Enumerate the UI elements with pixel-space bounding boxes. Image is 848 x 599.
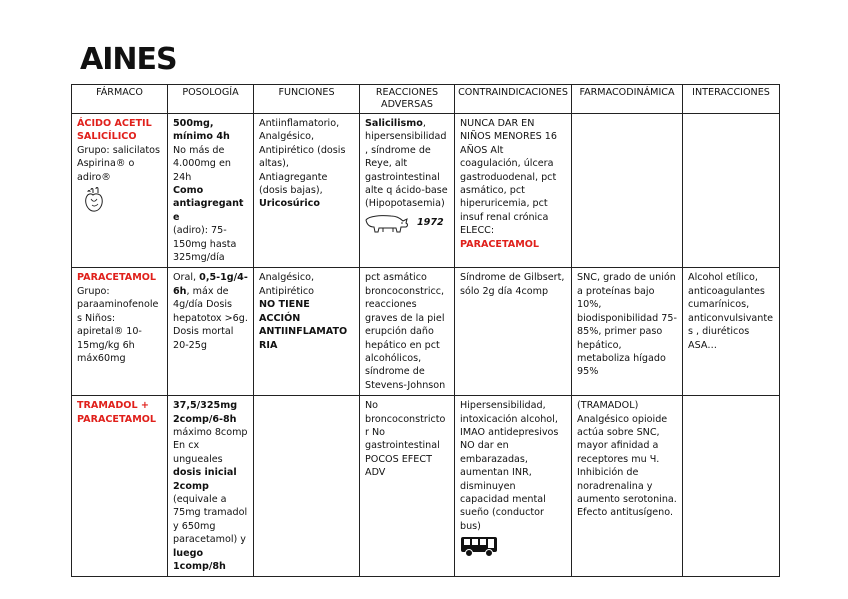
contra-choice: PARACETAMOL [460, 238, 540, 250]
header-funciones: FUNCIONES [254, 85, 360, 114]
dose-max: máximo 8comp En cx ungueales [173, 426, 248, 465]
header-farmacodinamica: FARMACODINÁMICA [572, 85, 683, 114]
table-row [72, 114, 780, 268]
drug-extra: Grupo: paraaminofenoles Niños: apiretal® 10-15mg/kg 6h máx60mg [77, 285, 159, 364]
header-contraindicaciones: CONTRAINDICACIONES [455, 85, 572, 114]
cell-contraindicaciones [455, 396, 572, 577]
cell-interacciones [683, 114, 780, 268]
dose-equivalence: (equivale a 75mg tramadol y 650mg paracetamol) y [173, 493, 248, 546]
dose-followup: luego 1comp/8h [173, 547, 226, 572]
cell-farmaco [72, 268, 168, 396]
functions-text: Antiinflamatorio, Analgésico, Antipirético (dosis altas), Antiagregante (dosis bajas), [259, 118, 346, 197]
drug-name: PARACETAMOL [77, 272, 157, 284]
cell-interacciones: Alcohol etílico, anticoagulantes cumarínicos, anticonvulsivantes , diuréticos ASA… [683, 268, 780, 396]
dose-antiagregante-label: Como antiagregante [173, 185, 244, 223]
contra-text: Hipersensibilidad, intoxicación alcohol, IMAO antidepresivos NO dar en embarazadas, aumentan INR, disminuyen capacidad mental sueño (conductor bus) [460, 400, 559, 532]
cell-farmaco [72, 114, 168, 268]
dose-main: 500mg, mínimo 4h [173, 118, 230, 143]
header-interacciones: INTERACCIONES [683, 85, 780, 114]
dose-initial: dosis inicial 2comp [173, 467, 237, 492]
rhino-icon [363, 212, 411, 234]
cell-contraindicaciones [455, 114, 572, 268]
adverse-bold: Salicilismo [365, 118, 423, 129]
cell-reacciones: No broncoconstrictor No gastrointestinal POCOS EFECT ADV [360, 396, 455, 577]
drug-name: TRAMADOL + PARACETAMOL [77, 400, 157, 425]
cell-reacciones: pct asmático broncoconstricc, reacciones graves de la piel erupción daño hepático en pct alcohólicos, síndrome de Stevens-Johnson [360, 268, 455, 396]
aines-table [71, 84, 780, 577]
table-row [72, 396, 780, 577]
cell-funciones [254, 114, 360, 268]
rhino-row [365, 211, 449, 233]
dose-main: 37,5/325mg 2comp/6-8h [173, 400, 238, 425]
cell-farmaco [72, 396, 168, 577]
cell-posologia [168, 268, 254, 396]
adverse-text: , hipersensibilidad, síndrome de Reye, alt gastrointestinal alte q ácido-base (Hipopotasemia) [365, 118, 448, 210]
dose-route: Oral, [173, 272, 197, 284]
cell-funciones [254, 396, 360, 577]
dose-max: No más de 4.000mg en 24h [173, 144, 231, 183]
header-posologia: POSOLOGÍA [168, 85, 254, 114]
drug-extra: Grupo: salicilatos Aspirina® o adiro® [77, 144, 161, 183]
table-row [72, 268, 780, 396]
cell-posologia [168, 396, 254, 577]
cell-funciones [254, 268, 360, 396]
dose-main: 0,5-1g/4-6h [173, 272, 248, 297]
cell-contraindicaciones: Síndrome de Gilbsert, sólo 2g día 4comp [455, 268, 572, 396]
functions-bold: NO TIENE ACCIÓN ANTIINFLAMATORIA [259, 299, 348, 351]
cell-farmacodinamica: (TRAMADOL) Analgésico opioide actúa sobre SNC, mayor afinidad a receptores mu Ч. Inhibición de noradrenalina y aumento serotonina. Efecto antitusígeno. [572, 396, 683, 577]
drug-name: ÁCIDO ACETIL SALICÍLICO [77, 118, 152, 143]
header-reacciones: REACCIONES ADVERSAS [360, 85, 455, 114]
contra-elecc: ELECC: [460, 225, 495, 237]
cell-interacciones [683, 396, 780, 577]
table-header-row [72, 85, 780, 114]
page-title: AINES [80, 42, 177, 77]
cell-posologia [168, 114, 254, 268]
header-farmaco: FÁRMACO [72, 85, 168, 114]
functions-text: Analgésico, Antipirético [259, 272, 315, 297]
dose-antiagregante: (adiro): 75-150mg hasta 325mg/día [173, 225, 237, 264]
year-label: 1972 [417, 216, 444, 228]
cell-farmacodinamica: SNC, grado de unión a proteínas bajo 10%, biodisponibilidad 75-85%, primer paso hepático, metaboliza hígado 95% [572, 268, 683, 396]
anatomical-heart-icon [83, 187, 105, 213]
functions-bold: Uricosúrico [259, 198, 320, 210]
cell-farmacodinamica [572, 114, 683, 268]
contra-text: NUNCA DAR EN NIÑOS MENORES 16 AÑOS Alt coagulación, úlcera gastroduodenal, pct asmático, pct hiperuricemia, pct insuf renal crónica [460, 118, 558, 223]
cell-reacciones [360, 114, 455, 268]
bus-icon [460, 536, 498, 558]
dose-details: , máx de 4g/día Dosis hepatotox >6g. Dosis mortal 20-25g [173, 285, 248, 351]
